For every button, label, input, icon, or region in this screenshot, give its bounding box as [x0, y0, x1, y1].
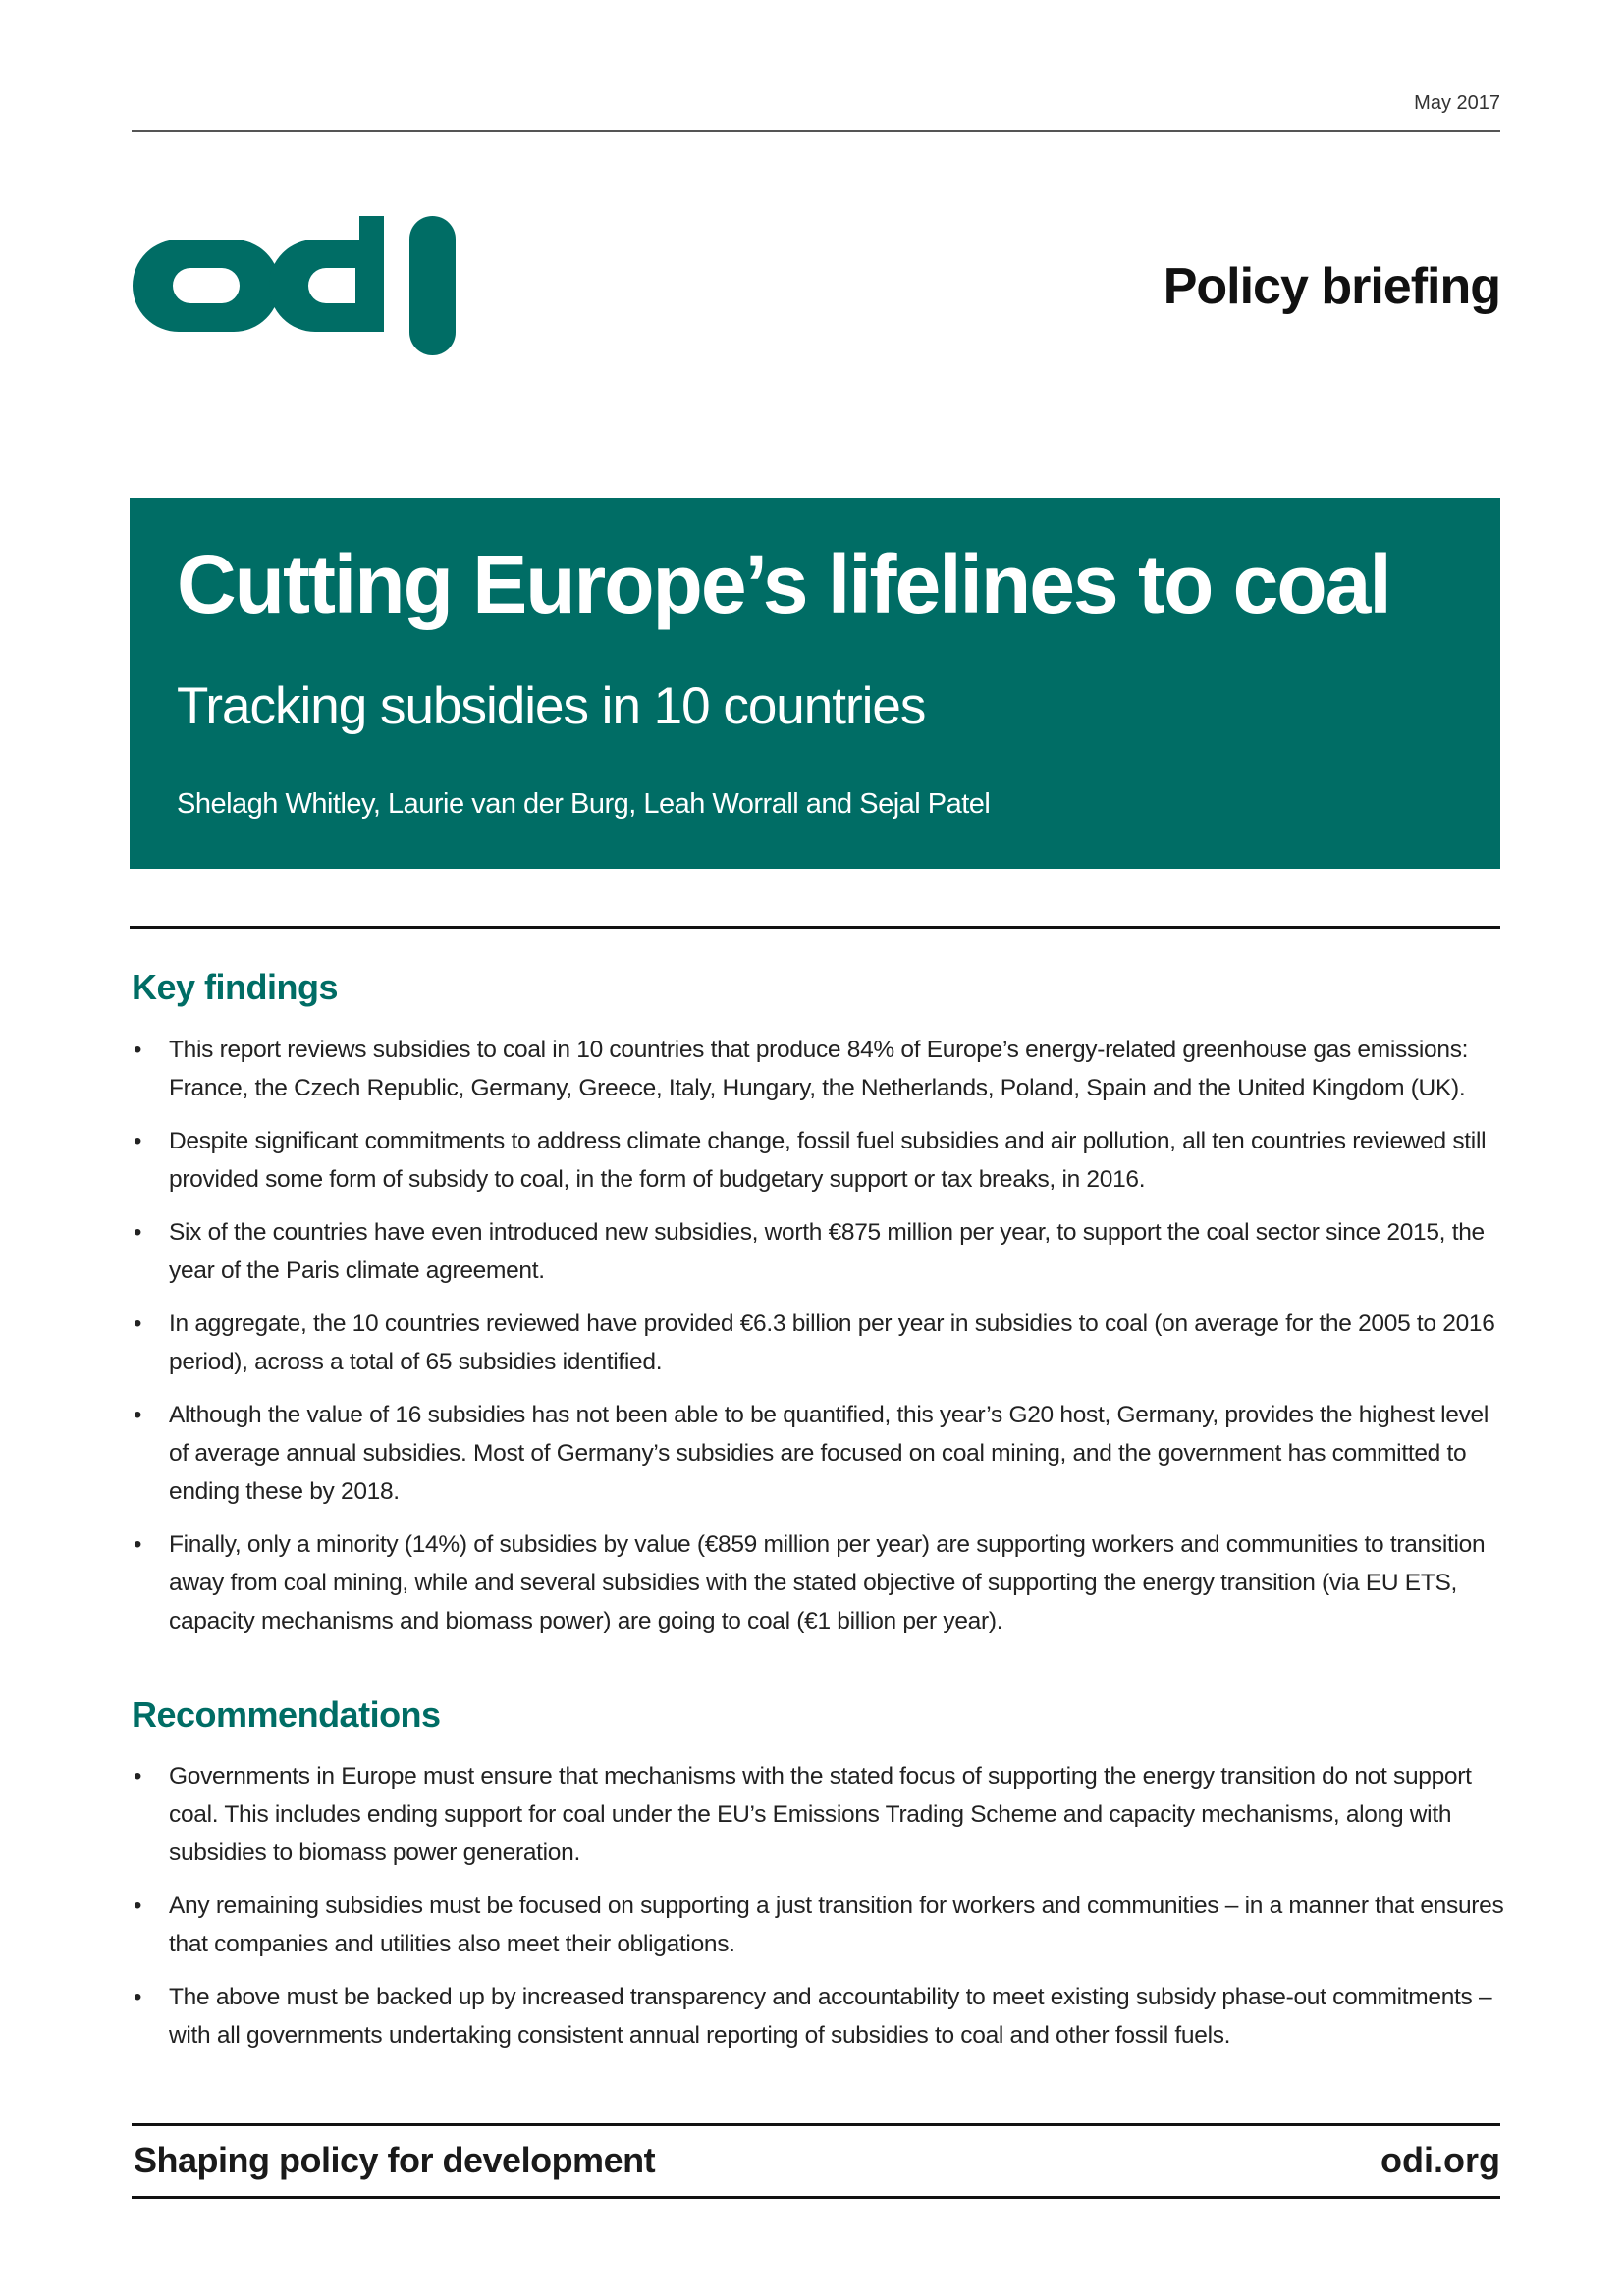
list-item-text: In aggregate, the 10 countries reviewed have provided €6.3 billion per year in subsidies to coal (on average for the 2005 to 2016 period), across a total of 65 subsidies identified. — [169, 1310, 1495, 1375]
list-item-text: Although the value of 16 subsidies has not been able to be quantified, this year’s G20 host, Germany, provides the highest level of average annual subsidies. Most of Germany’s subsidies are focused on coal mining, and the government has committed to ending these by 2018. — [169, 1402, 1489, 1505]
list-item — [132, 1525, 1506, 1640]
publication-date: May 2017 — [1414, 92, 1500, 114]
footer-divider-top — [132, 2123, 1500, 2126]
bullet-icon: • — [134, 1310, 142, 1337]
bullet-icon: • — [134, 1893, 142, 1919]
list-item-text: Governments in Europe must ensure that mechanisms with the stated focus of supporting the energy transition do not support coal. This includes ending support for coal under the EU’s Emissions Trading Scheme and capacity mechanisms, along with subsidies to biomass power generation. — [169, 1763, 1472, 1866]
list-item — [132, 1305, 1506, 1381]
bullet-icon: • — [134, 1037, 142, 1063]
list-item — [132, 1213, 1506, 1290]
document-type: Policy briefing — [1163, 258, 1500, 315]
report-authors: Shelagh Whitley, Laurie van der Burg, Leah Worrall and Sejal Patel — [177, 788, 991, 820]
list-item — [132, 1757, 1506, 1872]
bullet-icon: • — [134, 1531, 142, 1558]
footer-divider-bottom — [132, 2196, 1500, 2199]
bullet-icon: • — [134, 1128, 142, 1154]
list-item-text: Any remaining subsidies must be focused on supporting a just transition for workers and communities – in a manner that ensures that companies and utilities also meet their obligations. — [169, 1893, 1504, 1957]
title-banner — [130, 498, 1500, 869]
report-subtitle: Tracking subsidies in 10 countries — [177, 677, 926, 735]
key-findings-heading: Key findings — [132, 967, 339, 1007]
report-title: Cutting Europe’s lifelines to coal — [177, 538, 1390, 630]
recommendations-list — [132, 1757, 1506, 2069]
list-item-text: Despite significant commitments to address climate change, fossil fuel subsidies and air pollution, all ten countries reviewed still provided some form of subsidy to coal, in the form of budgetary support or tax breaks, in 2016. — [169, 1128, 1487, 1193]
list-item-text: This report reviews subsidies to coal in 10 countries that produce 84% of Europe’s energy-related greenhouse gas emissions: France, the Czech Republic, Germany, Greece, Italy, Hungary, the Netherlands, Poland, Spain and the United Kingdom (UK). — [169, 1037, 1469, 1101]
key-findings-list — [132, 1031, 1506, 1655]
header-divider — [132, 130, 1500, 132]
logo-letter-d-stem — [359, 216, 384, 294]
section-divider — [130, 926, 1500, 929]
recommendations-heading: Recommendations — [132, 1694, 441, 1735]
bullet-icon: • — [134, 1219, 142, 1246]
bullet-icon: • — [134, 1763, 142, 1789]
list-item — [132, 1396, 1506, 1511]
logo-letter-o — [133, 240, 280, 332]
bullet-icon: • — [134, 1984, 142, 2010]
list-item-text: Six of the countries have even introduced new subsidies, worth €875 million per year, to support the coal sector since 2015, the year of the Paris climate agreement. — [169, 1219, 1485, 1284]
list-item-text: The above must be backed up by increased transparency and accountability to meet existing subsidy phase-out commitments – with all governments undertaking consistent annual reporting of subsidies to coal and other fossil fuels. — [169, 1984, 1492, 2049]
list-item — [132, 1978, 1506, 2055]
odi-logo — [132, 216, 456, 355]
logo-letter-i — [409, 216, 456, 355]
footer-tagline: Shaping policy for development — [134, 2140, 656, 2180]
list-item — [132, 1887, 1506, 1963]
bullet-icon: • — [134, 1402, 142, 1428]
footer-website-link[interactable]: odi.org — [1380, 2140, 1500, 2180]
list-item — [132, 1031, 1506, 1107]
list-item — [132, 1122, 1506, 1199]
list-item-text: Finally, only a minority (14%) of subsidies by value (€859 million per year) are supporting workers and communities to transition away from coal mining, while and several subsidies with the stated objective of supporting the energy transition (via EU ETS, capacity mechanisms and biomass power) are going to coal (€1 billion per year). — [169, 1531, 1486, 1634]
